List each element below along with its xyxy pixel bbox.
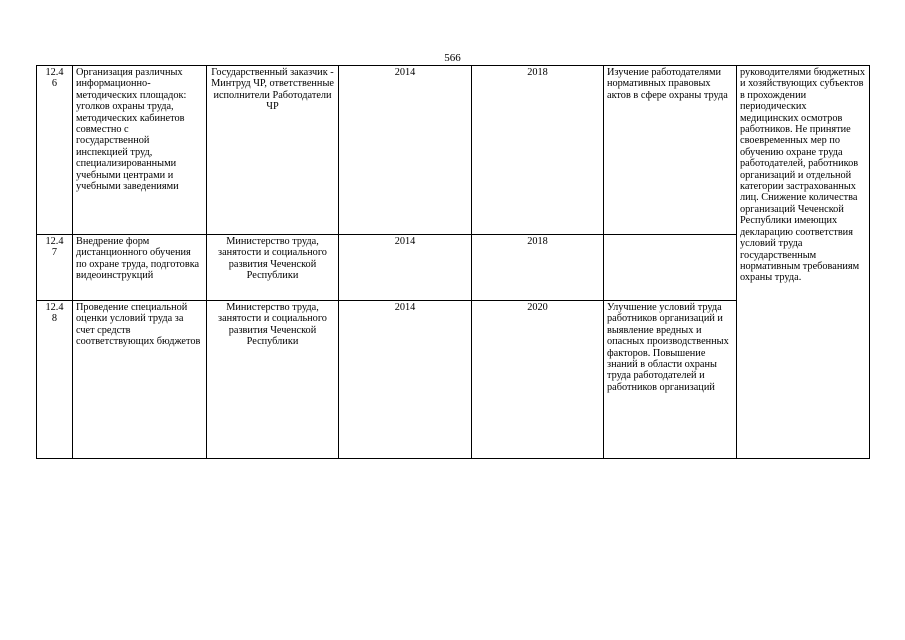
end-year-cell: 2020 — [472, 301, 604, 459]
start-year-cell: 2014 — [339, 301, 472, 459]
table-row — [37, 66, 870, 235]
end-year-cell: 2018 — [472, 235, 604, 301]
row-number-cell — [37, 66, 73, 235]
result-cell — [604, 235, 737, 301]
executor-cell: Государственный заказчик - Минтруд ЧР, ответственные исполнители Работодатели ЧР — [207, 66, 339, 235]
row-number-part-2: 8 — [51, 313, 58, 325]
row-number-part-2: 6 — [51, 78, 58, 90]
start-year-cell: 2014 — [339, 235, 472, 301]
row-number-part-1: 12.4 — [45, 236, 64, 247]
risks-cell: руководителями бюджетных и хозяйствующих субъектов в прохождении периодических медицинских осмотров работников. Не принятие своевременных мер по обучению охране труда работодателей, работников организаций и отдельной категории застрахованных лиц. Снижение количества организаций Чеченской Республики имеющих декларацию соответствия условий труда государственным нормативным требованиям охраны труда. — [737, 66, 870, 459]
activity-cell: Организация различных информационно-методических площадок: уголков охраны труда, методических кабинетов совместно с государственной инспекцией труд, специализированными учебными центрами и учебными заведениями — [73, 66, 207, 235]
program-activities-table — [36, 65, 870, 459]
row-number-part-1: 12.4 — [45, 67, 64, 78]
activity-cell: Проведение специальной оценки условий труда за счет средств соответствующих бюджетов — [73, 301, 207, 459]
row-number-cell — [37, 301, 73, 459]
row-number-part-2: 7 — [51, 247, 58, 259]
page-number: 566 — [444, 52, 461, 64]
start-year-cell: 2014 — [339, 66, 472, 235]
row-number-part-1: 12.4 — [45, 302, 64, 313]
result-cell: Изучение работодателями нормативных правовых актов в сфере охраны труда — [604, 66, 737, 235]
end-year-cell: 2018 — [472, 66, 604, 235]
executor-cell: Министерство труда, занятости и социального развития Чеченской Республики — [207, 235, 339, 301]
result-cell: Улучшение условий труда работников организаций и выявление вредных и опасных производственных факторов. Повышение знаний в области охраны труда работодателей и работников организаций — [604, 301, 737, 459]
row-number-cell — [37, 235, 73, 301]
executor-cell: Министерство труда, занятости и социального развития Чеченской Республики — [207, 301, 339, 459]
activity-cell: Внедрение форм дистанционного обучения по охране труда, подготовка видеоинструкций — [73, 235, 207, 301]
